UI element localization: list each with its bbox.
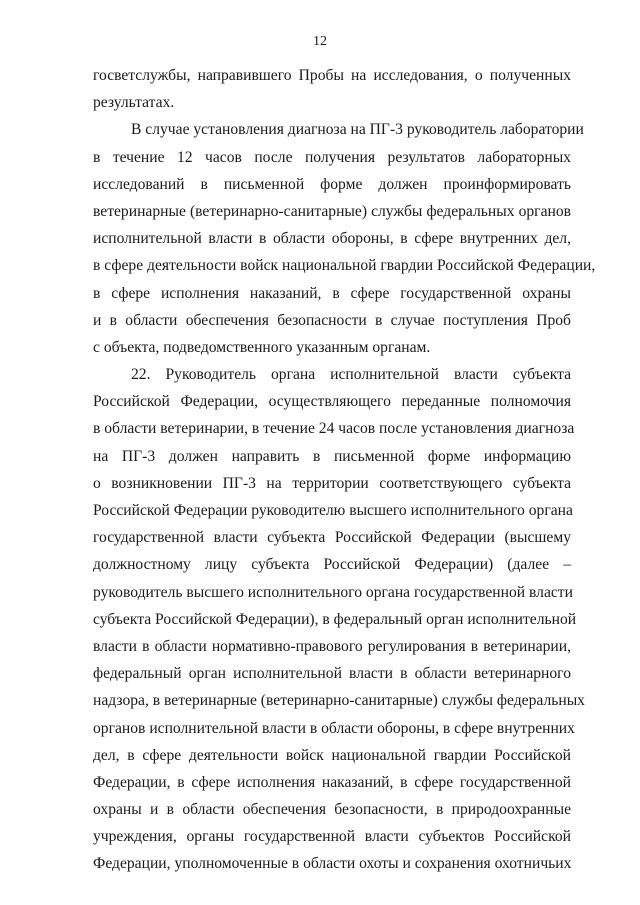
text-line: Федерации, в сфере исполнения наказаний, в сфере государственной [93, 773, 571, 791]
text-line: должностному лицу субъекта Российской Федерации) (далее – [93, 556, 571, 574]
text-line: с объекта, подведомственного указанным органам. [93, 338, 431, 356]
text-line: Федерации, уполномоченные в области охоты и сохранения охотничьих [93, 855, 572, 873]
text-line: ветеринарные (ветеринарно-санитарные) службы федеральных органов [93, 202, 571, 220]
text-line: в течение 12 часов после получения результатов лабораторных [93, 148, 571, 166]
text-line: руководитель высшего исполнительного органа государственной власти [93, 583, 573, 601]
text-line: и в области обеспечения безопасности в случае поступления Проб [93, 311, 571, 329]
text-line: госветслужбы, направившего Пробы на исследования, о полученных [93, 67, 571, 84]
text-line: федеральный орган исполнительной власти в области ветеринарного [93, 665, 571, 683]
text-line: в сфере исполнения наказаний, в сфере государственной охраны [93, 284, 571, 302]
text-line: 22. Руководитель органа исполнительной власти субъекта [131, 366, 571, 384]
page-number: 12 [313, 34, 327, 49]
text-line: учреждения, органы государственной власти субъектов Российской [93, 828, 571, 846]
text-line: результатах. [93, 94, 175, 112]
text-line: охраны и в области обеспечения безопасности, в природоохранные [93, 801, 571, 819]
text-line: исследований в письменной форме должен проинформировать [93, 175, 571, 193]
text-line: субъекта Российской Федерации), в федеральный орган исполнительной [93, 610, 577, 628]
text-line: Российской Федерации, осуществляющего переданные полномочия [93, 393, 571, 411]
text-line: о возникновении ПГ-3 на территории соответствующего субъекта [93, 474, 571, 492]
text-line: власти в области нормативно-правового регулирования в ветеринарии, [93, 637, 571, 655]
text-line: исполнительной власти в области обороны, в сфере внутренних дел, [93, 230, 571, 248]
text-line: надзора, в ветеринарные (ветеринарно-санитарные) службы федеральных [93, 692, 585, 710]
text-line: органов исполнительной власти в области обороны, в сфере внутренних [93, 719, 575, 737]
text-line: на ПГ-3 должен направить в письменной форме информацию [93, 447, 571, 465]
text-line: государственной власти субъекта Российской Федерации (высшему [93, 529, 571, 547]
text-line: в сфере деятельности войск национальной гвардии Российской Федерации, [93, 257, 596, 275]
text-line: В случае установления диагноза на ПГ-3 руководитель лаборатории [131, 121, 584, 139]
text-line: Российской Федерации руководителю высшего исполнительного органа [93, 502, 573, 519]
document-body [93, 62, 596, 878]
text-line: в области ветеринарии, в течение 24 часов после установления диагноза [93, 420, 575, 438]
text-line: дел, в сфере деятельности войск национальной гвардии Российской [93, 746, 571, 764]
